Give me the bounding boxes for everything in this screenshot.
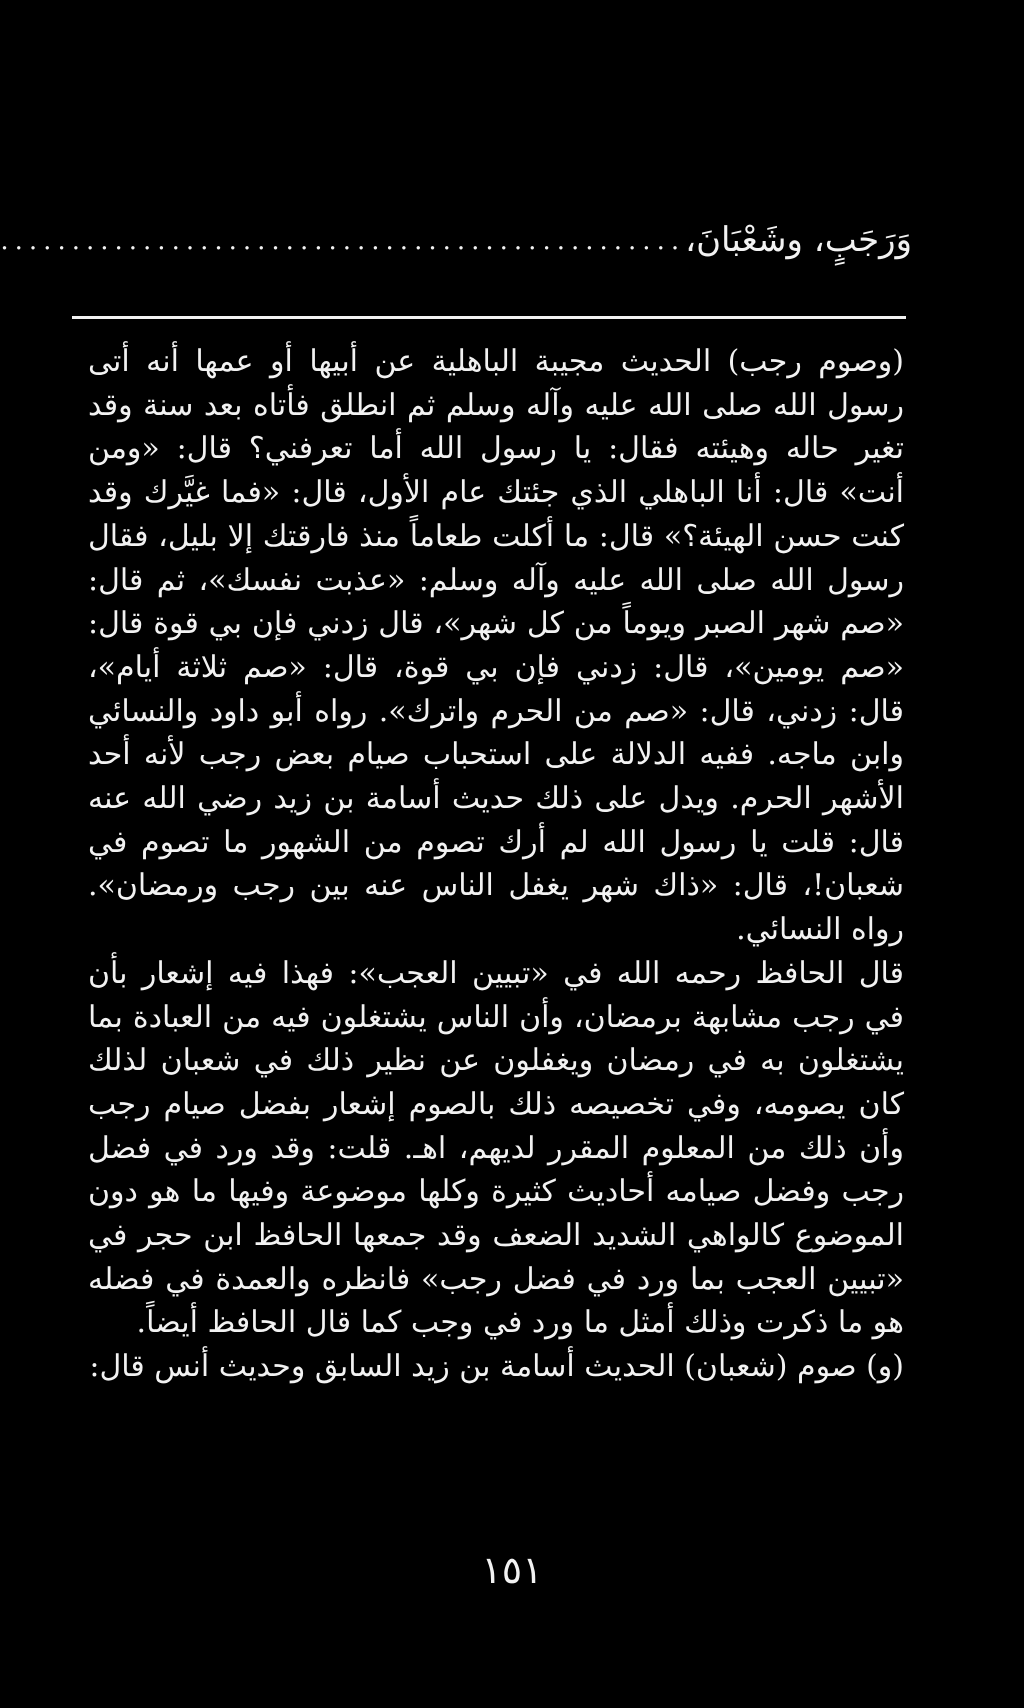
paragraph-shaban: (و) صوم (شعبان) الحديث أسامة بن زيد السابق وحديث أنس قال: <box>89 1349 904 1385</box>
header-dots: ................................................ <box>0 226 686 256</box>
header-title: وَرَجَبٍ، وشَعْبَانَ، <box>685 220 912 260</box>
paragraph-rajab: (وصوم رجب) الحديث مجيبة الباهلية عن أبيها أو عمها أنه أتى رسول الله صلى الله عليه وآله وسلم ثم انطلق فأتاه بعد سنة وقد تغير حاله وهيئته فقال: يا رسول الله أما تعرفني؟ قال: «ومن أنت» قال: أنا الباهلي الذي جئتك عام الأول، قال: «فما غيَّرك وقد كنت حسن الهيئة؟» قال: ما أكلت طعاماً منذ فارقتك إلا بليل، فقال رسول الله صلى الله عليه وآله وسلم: «عذبت نفسك»، ثم قال: «صم شهر الصبر ويوماً من كل شهر»، قال زدني فإن بي قوة قال: «صم يومين»، قال: زدني فإن بي قوة، قال: «صم ثلاثة أيام»، قال: زدني، قال: «صم من الحرم واترك». رواه أبو داود والنسائي وابن ماجه. ففيه الدلالة على استحباب صيام بعض رجب لأنه أحد الأشهر الحرم. ويدل على ذلك حديث أسامة بن زيد رضي الله عنه قال: قلت يا رسول الله لم أرك تصوم من الشهور ما تصوم في شعبان!، قال: «ذاك شهر يغفل الناس عنه بين رجب ورمضان». رواه النسائي. <box>88 344 904 948</box>
page-header <box>0 200 912 260</box>
page-number: ١٥١ <box>481 1548 543 1592</box>
commentary-text <box>88 340 904 1389</box>
footnote-separator-rule <box>72 316 906 319</box>
paragraph-hafiz: قال الحافظ رحمه الله في «تبيين العجب»: فهذا فيه إشعار بأن في رجب مشابهة برمضان، وأن الناس يشتغلون فيه من العبادة بما يشتغلون به في رمضان ويغفلون عن نظير ذلك في شعبان لذلك كان يصومه، وفي تخصيصه ذلك بالصوم إشعار بفضل صيام رجب وأن ذلك من المعلوم المقرر لديهم، اهـ. قلت: وقد ورد في فضل رجب وفضل صيامه أحاديث كثيرة وكلها موضوعة وفيها ما هو دون الموضوع كالواهي الشديد الضعف وقد جمعها الحافظ ابن حجر في «تبيين العجب بما ورد في فضل رجب» فانظره والعمدة في فضله هو ما ذكرت وذلك أمثل ما ورد في وجب كما قال الحافظ أيضاً. <box>88 955 904 1341</box>
